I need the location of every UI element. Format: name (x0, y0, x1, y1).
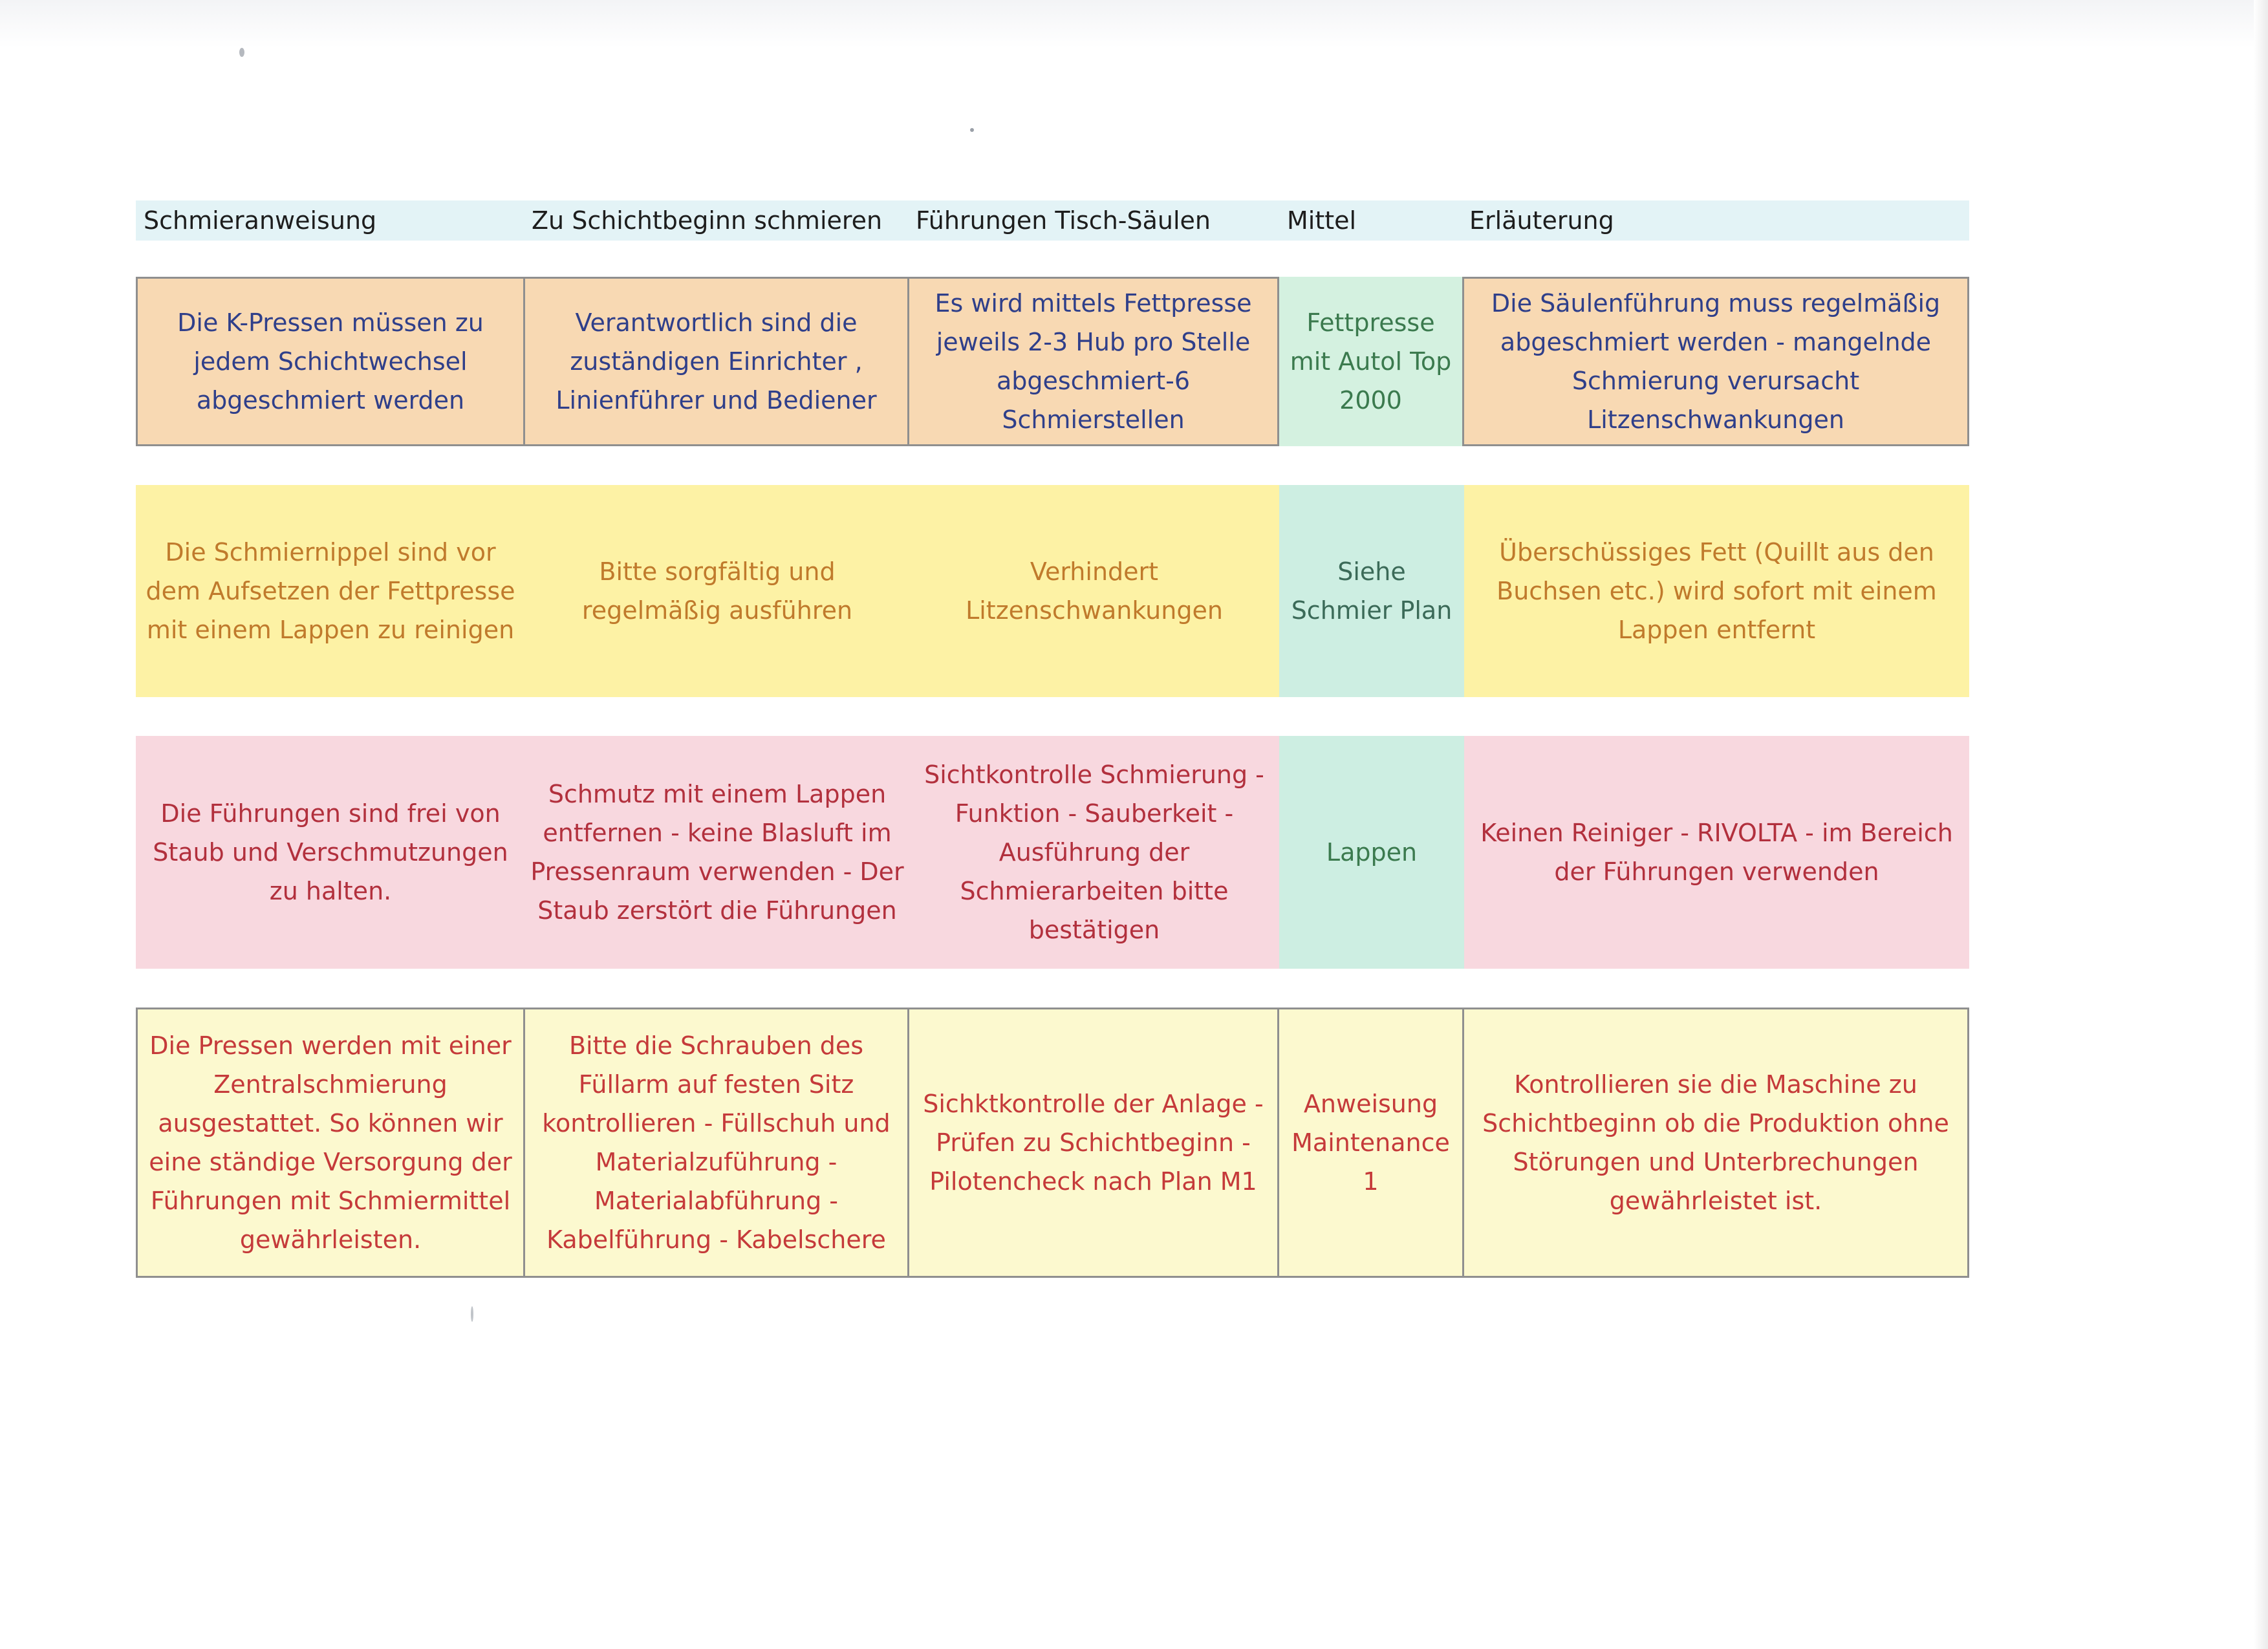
table-cell: Bitte sorgfältig und regelmäßig ausführen (525, 485, 909, 697)
table-row (136, 736, 1969, 969)
scan-speck (471, 1306, 473, 1322)
table-cell: Die Säulenführung muss regelmäßig abgeschmiert werden - mangelnde Schmierung verursacht Litzenschwankungen (1464, 277, 1969, 446)
table-cell: Verantwortlich sind die zuständigen Einrichter , Linienführer und Bediener (525, 277, 909, 446)
table-cell: Die Schmiernippel sind vor dem Aufsetzen der Fettpresse mit einem Lappen zu reinigen (136, 485, 525, 697)
scan-shadow-right (2254, 0, 2268, 1649)
table-cell: Kontrollieren sie die Maschine zu Schichtbeginn ob die Produktion ohne Störungen und Unterbrechungen gewährleistet ist. (1464, 1008, 1969, 1278)
table-cell-mittel: Fettpresse mit Autol Top 2000 (1279, 277, 1464, 446)
table-row (136, 1008, 1969, 1278)
table-cell: Keinen Reiniger - RIVOLTA - im Bereich der Führungen verwenden (1464, 736, 1969, 969)
table-cell-mittel: Lappen (1279, 736, 1464, 969)
header-schmieranweisung: Schmieranweisung (144, 206, 377, 235)
scan-speck (239, 48, 244, 57)
table-row (136, 277, 1969, 446)
table-cell: Die K-Pressen müssen zu jedem Schichtwechsel abgeschmiert werden (136, 277, 525, 446)
header-fuehrungen: Führungen Tisch-Säulen (916, 206, 1211, 235)
table-cell: Es wird mittels Fettpresse jeweils 2-3 Hub pro Stelle abgeschmiert-6 Schmierstellen (909, 277, 1279, 446)
table-cell: Die Pressen werden mit einer Zentralschmierung ausgestattet. So können wir eine ständige Versorgung der Führungen mit Schmiermittel gewährleisten. (136, 1008, 525, 1278)
table-cell: Bitte die Schrauben des Füllarm auf festen Sitz kontrollieren - Füllschuh und Materialzuführung - Materialabführung - Kabelführung - Kabelschere (525, 1008, 909, 1278)
table-cell-mittel: Anweisung Maintenance 1 (1279, 1008, 1464, 1278)
table-cell: Schmutz mit einem Lappen entfernen - keine Blasluft im Pressenraum verwenden - Der Staub zerstört die Führungen (525, 736, 909, 969)
scan-speck (970, 128, 974, 132)
table-cell: Verhindert Litzenschwankungen (909, 485, 1279, 697)
header-erlaeuterung: Erläuterung (1469, 206, 1614, 235)
header-zu-schichtbeginn: Zu Schichtbeginn schmieren (532, 206, 883, 235)
header-mittel: Mittel (1287, 206, 1357, 235)
table-cell: Überschüssiges Fett (Quillt aus den Buchsen etc.) wird sofort mit einem Lappen entfernt (1464, 485, 1969, 697)
table-cell-mittel: Siehe Schmier Plan (1279, 485, 1464, 697)
table-cell: Die Führungen sind frei von Staub und Verschmutzungen zu halten. (136, 736, 525, 969)
scan-shadow-top (0, 0, 2268, 48)
table-cell: Sichktkontrolle der Anlage - Prüfen zu Schichtbeginn - Pilotencheck nach Plan M1 (909, 1008, 1279, 1278)
table-row (136, 485, 1969, 697)
table-cell: Sichtkontrolle Schmierung - Funktion - Sauberkeit - Ausführung der Schmierarbeiten bitte bestätigen (909, 736, 1279, 969)
